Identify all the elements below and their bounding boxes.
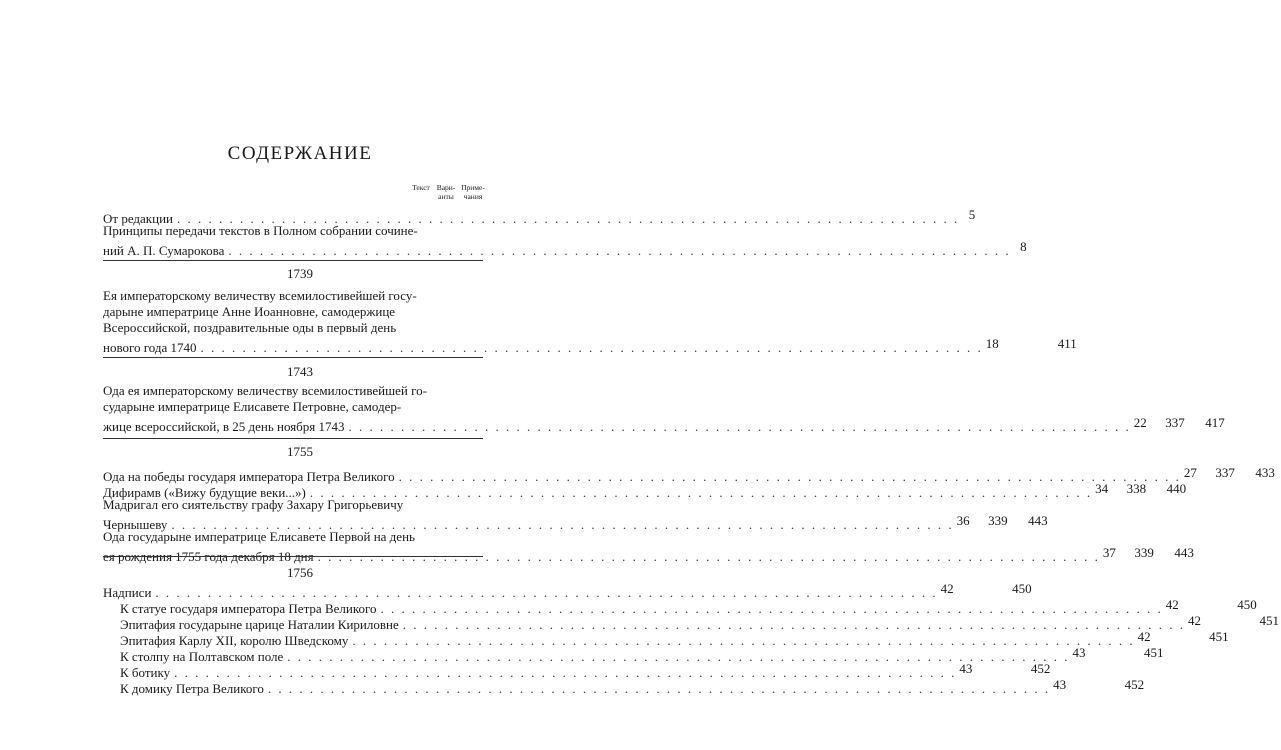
page-number-text: 34	[1095, 481, 1109, 496]
dot-leader	[228, 243, 1010, 259]
toc-entry-line	[103, 320, 493, 336]
toc-entry-line	[120, 629, 1229, 648]
page-number-text: 43	[1072, 645, 1086, 660]
page-number-notes: 440	[1166, 481, 1187, 496]
page-number-notes: 452	[1124, 677, 1145, 692]
toc-entry-line	[103, 465, 1275, 484]
toc-entry-text: Чернышеву	[103, 517, 168, 532]
page-number-notes: 443	[1174, 545, 1194, 560]
toc-entry-line	[103, 545, 1194, 564]
page-number-variants: 339	[1134, 545, 1154, 560]
page-numbers	[987, 336, 1079, 352]
toc-entry-line	[103, 223, 493, 239]
toc-entry	[103, 497, 1048, 532]
toc-entry-text: дарыне императрице Анне Иоанновне, самодержице	[103, 304, 396, 319]
page-numbers	[1185, 465, 1277, 481]
toc-entry-text: К домику Петра Великого	[120, 681, 264, 696]
toc-entry-line	[103, 529, 493, 545]
toc-entry-line	[103, 399, 493, 415]
toc-entry	[103, 288, 1077, 355]
column-header-text	[408, 183, 434, 192]
toc-entry-line	[103, 288, 493, 304]
dot-leader	[268, 681, 1050, 697]
page-number-notes: 433	[1255, 465, 1275, 480]
page-numbers	[1054, 677, 1146, 693]
toc-entry-line	[103, 383, 493, 399]
page-number-text: 37	[1102, 545, 1116, 560]
column-header-variants-line: Вари-	[436, 183, 456, 192]
toc-entry-line	[120, 597, 1257, 616]
toc-entry-text: Всероссийской, поздравительные оды в первый день	[103, 320, 397, 335]
section-divider	[103, 556, 483, 557]
page-number-variants: 337	[1165, 415, 1185, 430]
toc-entry-text: нового года 1740	[103, 340, 197, 355]
toc-subentry	[103, 629, 1229, 648]
page-number-notes: 443	[1028, 513, 1048, 528]
toc-entry	[103, 207, 976, 226]
page-number-text: 36	[956, 513, 970, 528]
page-numbers	[958, 513, 1050, 529]
page-number-text: 22	[1133, 415, 1147, 430]
toc-entry-text: К статуе государя императора Петра Великого	[120, 601, 377, 616]
toc-entry	[103, 581, 1032, 600]
toc-entry-text: ний А. П. Сумарокова	[103, 243, 225, 258]
toc-entry-line	[103, 497, 493, 513]
page-numbers	[960, 661, 1052, 677]
page-number-notes: 450	[1237, 597, 1257, 612]
section-year-heading: 1756	[287, 565, 313, 580]
column-header-variants-line: анты	[438, 192, 454, 201]
toc-entry-line	[120, 661, 1051, 680]
page-number-variants: 339	[988, 513, 1008, 528]
toc-subentry	[103, 597, 1257, 616]
dot-leader	[349, 419, 1131, 435]
section-divider	[103, 438, 483, 439]
column-header-text-line: Текст	[412, 183, 430, 192]
toc-entry-line	[103, 336, 1077, 355]
toc-subentry	[103, 645, 1164, 664]
toc-entry-text: жице всероссийской, в 25 день ноября 1743	[103, 419, 345, 434]
toc-entry-line	[103, 415, 1225, 434]
page-numbers	[942, 581, 1034, 597]
toc-subentry	[103, 613, 1279, 632]
toc-entry-text: Эпитафия государыне царице Наталии Кириловне	[120, 617, 399, 632]
page-number-text: 8	[1020, 239, 1027, 254]
section-divider	[103, 357, 483, 358]
toc-entry-text: Ода государыне императрице Елисавете Первой на день	[103, 529, 415, 544]
column-header-notes	[458, 183, 488, 201]
dot-leader	[318, 549, 1100, 565]
page-numbers	[1015, 239, 1107, 255]
toc-entry	[103, 383, 1225, 434]
page-number-notes: 451	[1259, 613, 1279, 628]
page-number-text: 42	[1137, 629, 1151, 644]
page-number-text: 18	[985, 336, 999, 351]
toc-entry-line	[103, 207, 976, 226]
section-year-heading: 1739	[287, 266, 313, 281]
page-numbers	[1189, 613, 1281, 629]
page-number-notes: 452	[1030, 661, 1051, 676]
page-numbers	[1104, 545, 1196, 561]
section-year-heading: 1743	[287, 364, 313, 379]
toc-subentry	[103, 677, 1145, 696]
toc-entry-text: сударыне императрице Елисавете Петровне, самодер-	[103, 399, 402, 414]
dot-leader	[399, 469, 1181, 485]
page-number-text: 5	[968, 207, 976, 222]
page-number-notes: 411	[1057, 336, 1077, 351]
toc-entry-line	[120, 677, 1145, 696]
page-number-text: 42	[940, 581, 954, 596]
column-header-variants	[433, 183, 459, 201]
toc-entry-text: Мадригал его сиятельству графу Захару Григорьевичу	[103, 497, 404, 512]
page-numbers	[1139, 629, 1231, 645]
toc-entry-text: К ботику	[120, 665, 171, 680]
toc-entry	[103, 465, 1275, 484]
toc-entry	[103, 223, 1027, 258]
toc-entry-line	[103, 581, 1032, 600]
toc-entry-text: Ода на победы государя императора Петра Великого	[103, 469, 395, 484]
toc-entry-text: Принципы передачи текстов в Полном собрании сочине-	[103, 223, 418, 238]
toc-entry-line	[103, 481, 1187, 500]
toc-entry-line	[103, 239, 1027, 258]
page-numbers	[1074, 645, 1166, 661]
section-year-heading: 1755	[287, 444, 313, 459]
toc-entry	[103, 481, 1187, 500]
page-number-notes: 451	[1144, 645, 1164, 660]
toc-entry-text: ея рождения 1755 года декабря 18 дня	[103, 549, 314, 564]
toc-entry-text: Надписи	[103, 585, 152, 600]
toc-entry-text: К столпу на Полтавском поле	[120, 649, 284, 664]
page-title: СОДЕРЖАНИЕ	[227, 143, 373, 164]
page-number-text: 43	[1053, 677, 1067, 692]
page-numbers	[1096, 481, 1188, 497]
toc-entry-text: Ея императорскому величеству всемилостивейшей госу-	[103, 288, 417, 303]
toc-entry-line	[103, 513, 1048, 532]
page-numbers	[1135, 415, 1227, 431]
column-header-notes-line: чания	[463, 192, 483, 201]
toc-entry-text: От редакции	[103, 211, 173, 226]
page-number-notes: 450	[1012, 581, 1032, 596]
page-number-notes: 451	[1209, 629, 1229, 644]
section-divider	[103, 260, 483, 261]
toc-entry-text: Дифирамв («Вижу будущие веки...»)	[103, 485, 306, 500]
column-header-notes-line: Приме-	[461, 183, 485, 192]
toc-subentry	[103, 661, 1051, 680]
page-number-text: 43	[959, 661, 973, 676]
toc-entry-text: Ода ея императорскому величеству всемилостивейшей го-	[103, 383, 427, 398]
dot-leader	[201, 340, 983, 356]
page-number-variants: 337	[1215, 465, 1235, 480]
toc-entry-line	[120, 613, 1279, 632]
page-number-text: 42	[1187, 613, 1201, 628]
dot-leader	[403, 617, 1185, 633]
page-numbers	[1167, 597, 1259, 613]
page-number-notes: 417	[1205, 415, 1225, 430]
toc-entry-line	[103, 304, 493, 320]
toc-entry-text: Эпитафия Карлу XII, королю Шведскому	[120, 633, 349, 648]
page-numbers	[963, 207, 1055, 223]
toc-entry-line	[120, 645, 1164, 664]
page-number-text: 27	[1183, 465, 1197, 480]
page-number-variants: 338	[1126, 481, 1147, 496]
page-number-text: 42	[1165, 597, 1179, 612]
